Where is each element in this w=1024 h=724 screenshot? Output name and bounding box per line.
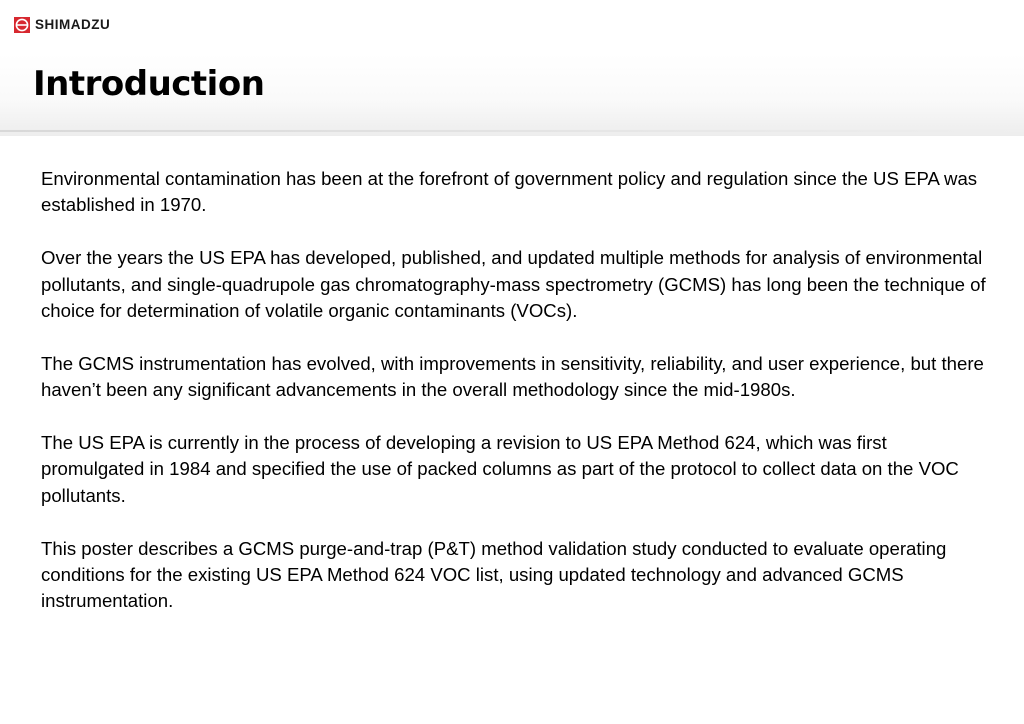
paragraph-2: Over the years the US EPA has developed, published, and updated multiple methods for analysis of environmental pollutants, and single-quadrupole gas chromatography-mass spectrometry (GCMS) has long been the technique of choice for determination of volatile organic contaminants (VOCs). (41, 247, 986, 322)
shimadzu-logo-mark-icon (14, 17, 30, 33)
paragraph-5: This poster describes a GCMS purge-and-trap (P&T) method validation study conducted to evaluate operating conditions for the existing US EPA Method 624 VOC list, using updated technology and advanced GCMS instrumentation. (41, 537, 947, 612)
page-title: Introduction (33, 64, 265, 104)
paragraph-1: Environmental contamination has been at the forefront of government policy and regulation since the US EPA was established in 1970. (41, 168, 978, 216)
shimadzu-logo (14, 16, 110, 34)
body-text (41, 166, 991, 641)
paragraph-3: The GCMS instrumentation has evolved, with improvements in sensitivity, reliability, and user experience, but there haven’t been any significant advancements in the overall methodology since the mid-1980s. (41, 352, 984, 401)
title-divider (0, 130, 1024, 132)
paragraph-4: The US EPA is currently in the process of developing a revision to US EPA Method 624, which was first promulgated in 1984 and specified the use of packed columns as part of the protocol to collect data on the VOC pollutants. (41, 432, 959, 506)
brand-name: SHIMADZU (35, 17, 111, 32)
